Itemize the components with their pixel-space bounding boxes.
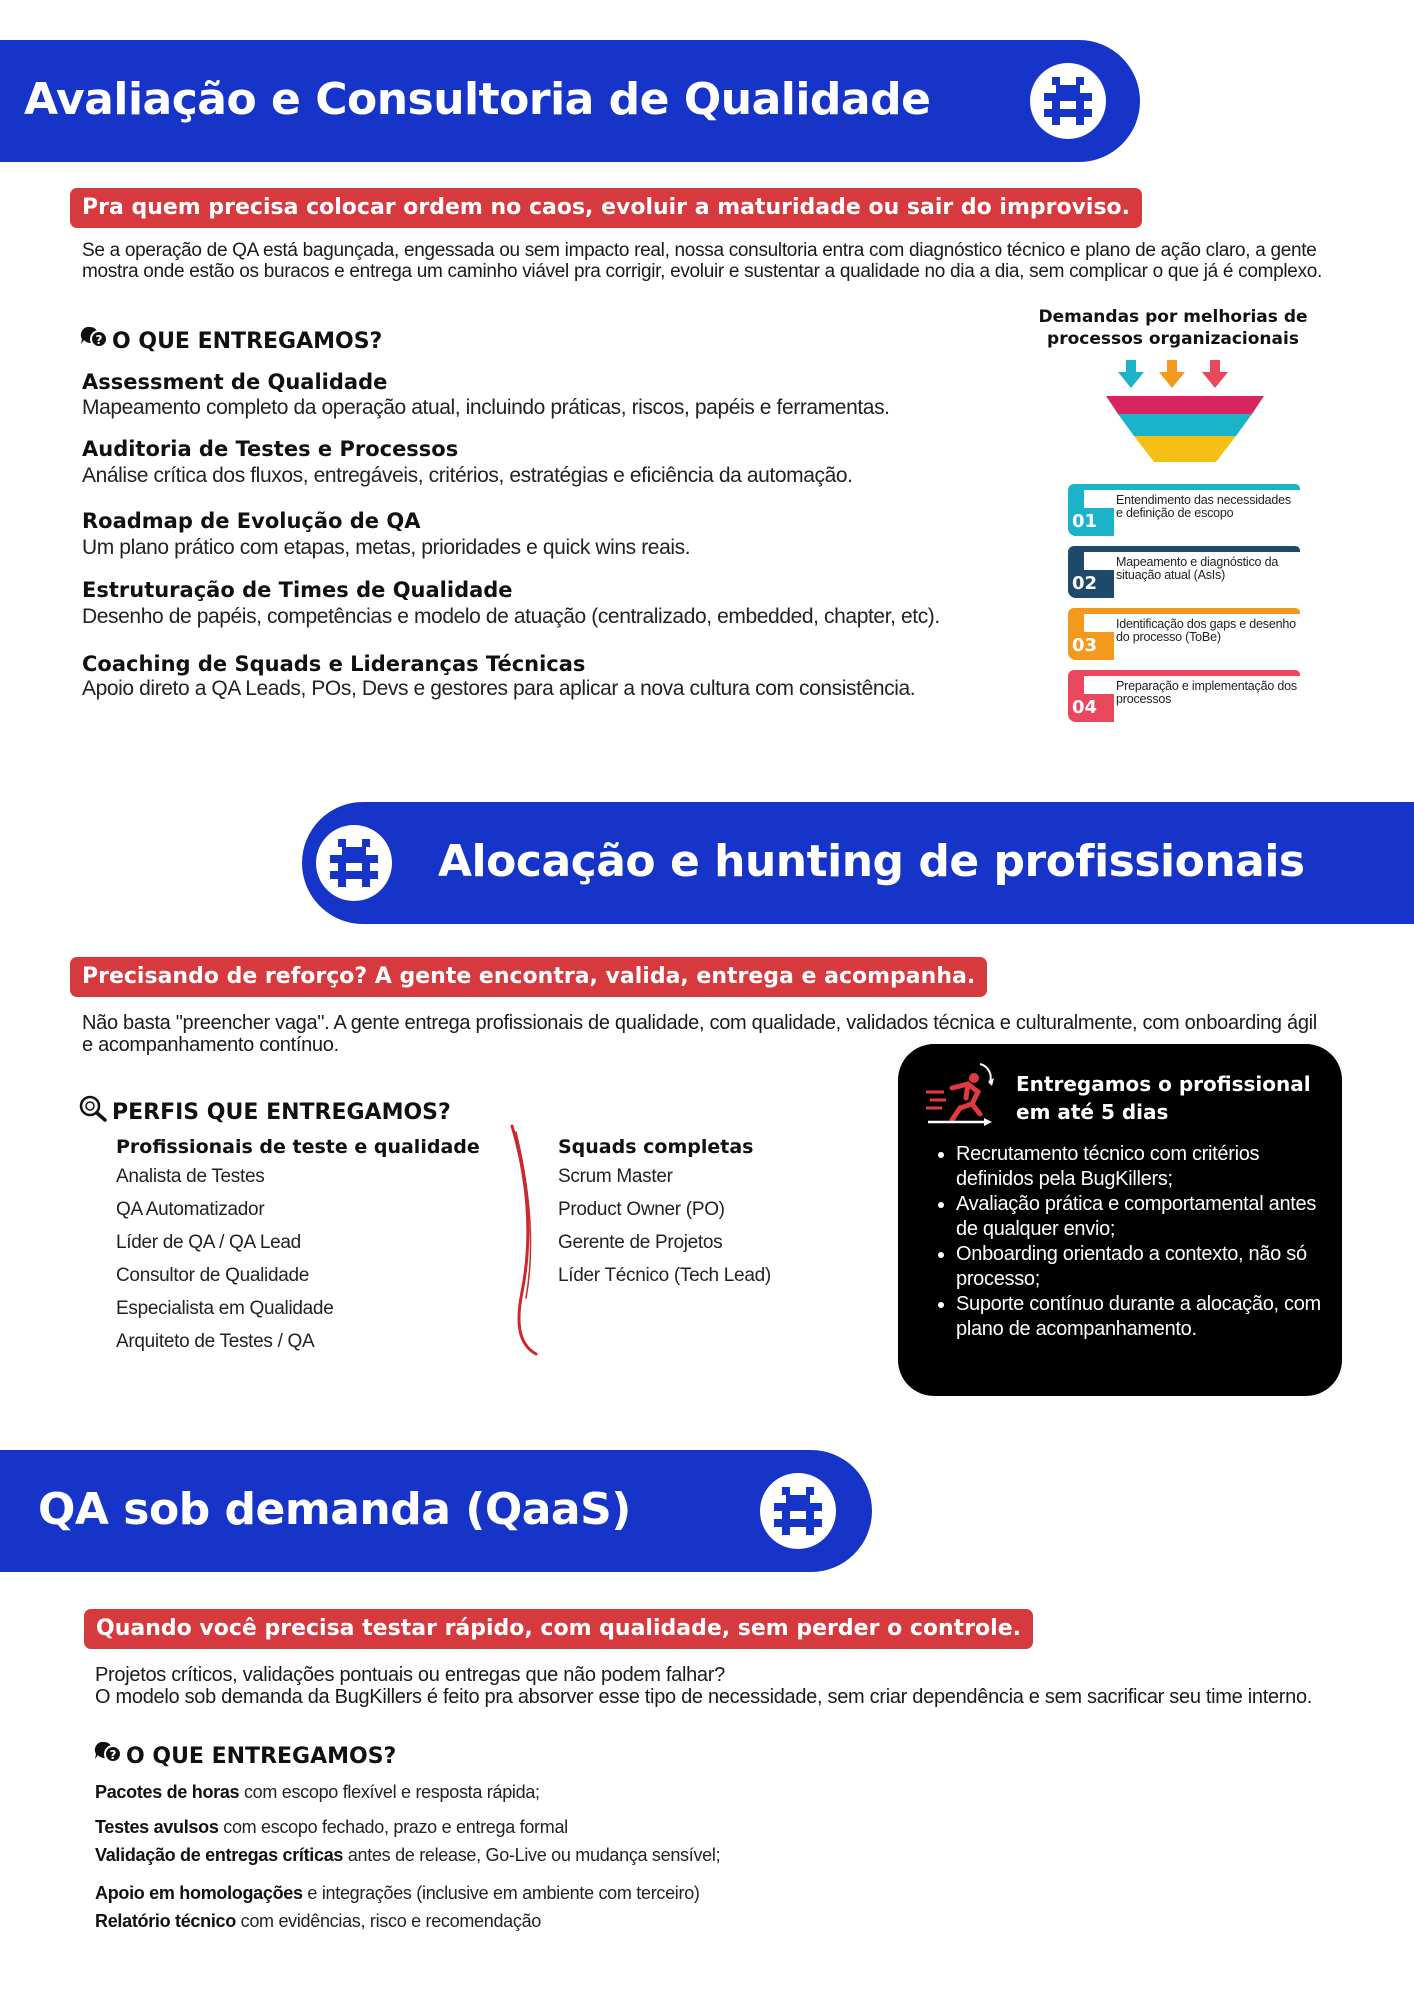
list-item: • Suporte contínuo durante a alocação, com plano de acompanhamento. [956, 1292, 1336, 1342]
list-item: Líder de QA / QA Lead [116, 1232, 301, 1253]
section1-title: Avaliação e Consultoria de Qualidade [24, 74, 931, 125]
step-number: 01 [1068, 508, 1114, 536]
section1-bug-badge [1030, 63, 1106, 139]
bug-icon [330, 839, 378, 887]
delivery-highlight-box [898, 1044, 1342, 1396]
s1-item-desc-1: Análise crítica dos fluxos, entregáveis, critérios, estratégias e eficiência da automação. [82, 464, 853, 487]
svg-text:?: ? [95, 333, 103, 347]
profiles-col2-list [558, 1160, 771, 1292]
step-number: 03 [1068, 632, 1114, 660]
list-item: Product Owner (PO) [558, 1199, 725, 1220]
bug-icon [1044, 77, 1092, 125]
section1-tagline: Pra quem precisa colocar ordem no caos, evoluir a maturidade ou sair do improviso. [70, 188, 1142, 228]
section1-banner [0, 40, 1140, 162]
section1-deliver-heading-text: O QUE ENTREGAMOS? [112, 329, 383, 354]
delivery-box-list [926, 1142, 1336, 1342]
list-item: QA Automatizador [116, 1199, 265, 1220]
list-item: Relatório técnico com evidências, risco e recomendação [95, 1911, 541, 1931]
list-item: Testes avulsos com escopo fechado, prazo e entrega formal [95, 1817, 568, 1837]
delivery-box-title [1016, 1070, 1311, 1126]
profiles-col2-title: Squads completas [558, 1136, 754, 1158]
list-item: • Avaliação prática e comportamental antes de qualquer envio; [956, 1192, 1336, 1242]
list-item: Apoio em homologações e integrações (inclusive em ambiente com terceiro) [95, 1883, 700, 1903]
section3-tagline: Quando você precisa testar rápido, com qualidade, sem perder o controle. [84, 1609, 1033, 1649]
profiles-col1-title: Profissionais de teste e qualidade [116, 1136, 480, 1158]
s1-item-desc-2: Um plano prático com etapas, metas, prioridades e quick wins reais. [82, 536, 691, 559]
step-text: Mapeamento e diagnóstico da situação atual (AsIs) [1116, 555, 1279, 582]
profiles-col1-list [116, 1160, 333, 1358]
section2-title: Alocação e hunting de profissionais [438, 836, 1305, 887]
brush-divider [500, 1122, 550, 1358]
funnel-step-1 [1068, 484, 1300, 536]
delivery-box-title-line2: em até 5 dias [1016, 1100, 1169, 1124]
section3-intro-line1: Projetos críticos, validações pontuais ou entregas que não podem falhar? [95, 1664, 725, 1686]
step-text: Preparação e implementação dos processos [1116, 679, 1297, 706]
section3-bug-badge [760, 1473, 836, 1549]
step-number: 04 [1068, 694, 1114, 722]
list-item: Arquiteto de Testes / QA [116, 1331, 315, 1352]
running-person-icon [922, 1058, 1002, 1128]
section3-deliver-heading [94, 1740, 396, 1772]
s1-item-title-3: Estruturação de Times de Qualidade [82, 578, 513, 602]
s1-item-desc-3: Desenho de papéis, competências e modelo de atuação (centralizado, embedded, chapter, etc). [82, 605, 940, 628]
list-item: Líder Técnico (Tech Lead) [558, 1265, 771, 1286]
funnel-graphic [1100, 358, 1270, 478]
funnel-title-line2: processos organizacionais [1047, 329, 1299, 349]
section2-banner [302, 802, 1414, 924]
step-text: Entendimento das necessidades e definição de escopo [1116, 493, 1291, 520]
section3-deliver-heading-text: O QUE ENTREGAMOS? [126, 1744, 397, 1769]
section3-title: QA sob demanda (QaaS) [38, 1484, 631, 1535]
question-chat-icon [94, 1740, 122, 1772]
section2-profiles-heading-text: PERFIS QUE ENTREGAMOS? [112, 1100, 451, 1125]
step-text: Identificação dos gaps e desenho do processo (ToBe) [1116, 617, 1296, 644]
section3-intro-line2: O modelo sob demanda da BugKillers é feito pra absorver esse tipo de necessidade, sem criar dependência e sem sacrificar seu time interno. [95, 1686, 1313, 1708]
list-item: Gerente de Projetos [558, 1232, 723, 1253]
funnel-step-4 [1068, 670, 1300, 722]
section2-profiles-heading [78, 1094, 451, 1128]
list-item: • Onboarding orientado a contexto, não só processo; [956, 1242, 1336, 1292]
funnel-title [1030, 306, 1316, 350]
list-item: Pacotes de horas com escopo flexível e resposta rápida; [95, 1782, 540, 1802]
s1-item-title-1: Auditoria de Testes e Processos [82, 437, 459, 461]
funnel-step-3 [1068, 608, 1300, 660]
section3-banner [0, 1450, 872, 1572]
s1-item-title-2: Roadmap de Evolução de QA [82, 509, 421, 533]
svg-text:?: ? [109, 1748, 117, 1762]
arrow-down-icon [1202, 360, 1228, 388]
section2-intro: Não basta "preencher vaga". A gente entrega profissionais de qualidade, com qualidade, validados técnica e culturalmente, com onboarding ágil e acompanhamento contínuo. [82, 1012, 1317, 1056]
funnel-step-2 [1068, 546, 1300, 598]
s1-item-title-0: Assessment de Qualidade [82, 370, 388, 394]
magnifier-icon [78, 1094, 108, 1128]
section3-intro [95, 1664, 1345, 1708]
list-item: • Recrutamento técnico com critérios definidos pela BugKillers; [956, 1142, 1336, 1192]
list-item: Analista de Testes [116, 1166, 265, 1187]
section1-intro: Se a operação de QA está bagunçada, engessada ou sem impacto real, nossa consultoria entra com diagnóstico técnico e plano de ação claro, a gente mostra onde estão os buracos e entrega um caminho viável pra corrigir, evoluir e sustentar a qualidade no dia a dia, sem complicar o que já é complexo. [82, 240, 1323, 282]
funnel-title-line1: Demandas por melhorias de [1038, 307, 1308, 327]
section2-bug-badge [316, 825, 392, 901]
delivery-box-title-line1: Entregamos o profissional [1016, 1072, 1311, 1096]
s1-item-desc-4: Apoio direto a QA Leads, POs, Devs e gestores para aplicar a nova cultura com consistência. [82, 677, 916, 700]
section2-tagline: Precisando de reforço? A gente encontra, valida, entrega e acompanha. [70, 957, 987, 997]
bug-icon [774, 1487, 822, 1535]
list-item: Consultor de Qualidade [116, 1265, 310, 1286]
step-number: 02 [1068, 570, 1114, 598]
arrow-down-icon [1118, 360, 1144, 388]
arrow-down-icon [1159, 360, 1185, 388]
section1-deliver-heading [80, 325, 382, 357]
s1-item-title-4: Coaching de Squads e Lideranças Técnicas [82, 652, 586, 676]
s1-item-desc-0: Mapeamento completo da operação atual, incluindo práticas, riscos, papéis e ferramentas. [82, 396, 890, 419]
list-item: Especialista em Qualidade [116, 1298, 334, 1319]
list-item: Scrum Master [558, 1166, 673, 1187]
question-chat-icon [80, 325, 108, 357]
list-item: Validação de entregas críticas antes de release, Go-Live ou mudança sensível; [95, 1845, 721, 1865]
